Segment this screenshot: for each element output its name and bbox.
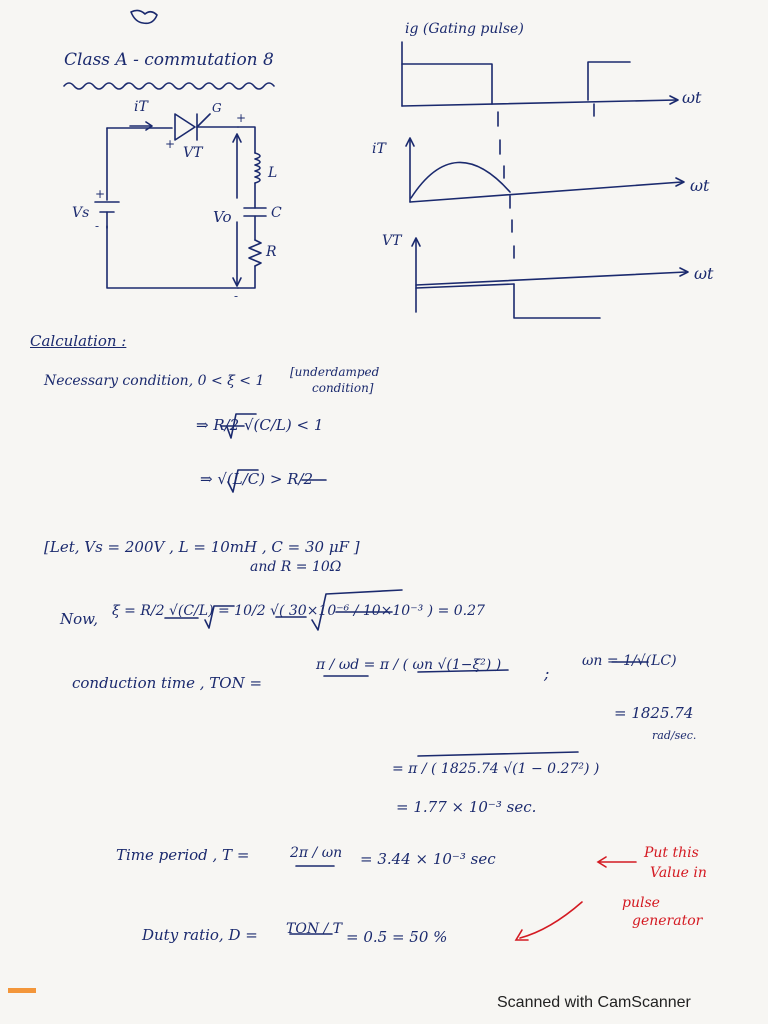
conduction-time-substitution: = π / ( 1825.74 √(1 − 0.27²) ) xyxy=(392,761,600,777)
condition-step-1: ⇒ R/2 √(C/L) < 1 xyxy=(196,416,324,434)
now-label: Now, xyxy=(60,610,98,628)
annotation-arrows xyxy=(516,857,636,940)
waveform-plots xyxy=(402,42,688,318)
duty-ratio-fraction: TON / T xyxy=(286,921,343,937)
circuit-label-gate: G xyxy=(212,101,222,115)
waveform-axis-wt-2: ωt xyxy=(690,176,710,195)
duty-ratio-label: Duty ratio, D = xyxy=(142,926,258,944)
natural-frequency-value: = 1825.74 xyxy=(614,704,694,722)
underdamped-note-1: [underdamped xyxy=(290,365,380,379)
damping-ratio-equation: ξ = R/2 √(C/L) = 10/2 √( 30×10⁻⁶ / 10×10⁻³ ) = 0.27 xyxy=(112,603,485,619)
time-period-label: Time period , T = xyxy=(116,846,250,864)
time-period-result: = 3.44 × 10⁻³ sec xyxy=(360,850,496,868)
circuit-label-L: L xyxy=(268,165,278,181)
given-values: [Let, Vs = 200V , L = 10mH , C = 30 μF ] xyxy=(44,538,360,556)
separator-semicolon: ; xyxy=(544,664,550,683)
circuit-label-plus-left: + xyxy=(165,137,176,151)
annotation-line-1: Put this xyxy=(644,845,699,861)
natural-frequency-equation: ωn = 1/√(LC) xyxy=(582,653,677,669)
calculation-heading: Calculation : xyxy=(30,332,127,350)
scanner-watermark: Scanned with CamScanner xyxy=(497,994,691,1011)
scan-edge-mark xyxy=(8,988,36,993)
necessary-condition: Necessary condition, 0 < ξ < 1 xyxy=(44,373,265,389)
title-underline xyxy=(64,83,274,89)
annotation-line-2: Value in xyxy=(650,865,707,881)
waveform-label-iT: iT xyxy=(372,141,386,157)
annotation-line-3: pulse xyxy=(622,895,660,911)
conduction-time-equation: π / ωd = π / ( ωn √(1−ξ²) ) xyxy=(316,657,502,673)
circuit-label-C: C xyxy=(271,205,282,221)
time-period-fraction: 2π / ωn xyxy=(290,845,343,861)
circuit-label-VT: VT xyxy=(183,145,203,161)
conduction-time-label: conduction time , TON = xyxy=(72,674,263,692)
condition-step-2: ⇒ √(L/C) > R/2 xyxy=(200,470,314,488)
waveform-axis-wt-1: ωt xyxy=(682,88,702,107)
circuit-label-iT: iT xyxy=(134,99,148,115)
waveform-axis-wt-3: ωt xyxy=(694,264,714,283)
conduction-time-result: = 1.77 × 10⁻³ sec. xyxy=(396,798,537,816)
underdamped-note-2: condition] xyxy=(312,381,374,395)
page-title: Class A - commutation 8 xyxy=(64,50,274,70)
waveform-label-ig: ig (Gating pulse) xyxy=(405,21,524,37)
circuit-label-R: R xyxy=(266,244,277,260)
circuit-label-minus-vo: - xyxy=(234,289,239,303)
natural-frequency-unit: rad/sec. xyxy=(652,729,697,742)
circuit-label-plus-top: + xyxy=(236,111,247,125)
circuit-label-plus-vs: + xyxy=(95,187,106,201)
circuit-label-minus-vs: - xyxy=(95,219,100,233)
given-resistance: and R = 10Ω xyxy=(250,559,342,575)
waveform-label-VT: VT xyxy=(382,233,402,249)
duty-ratio-result: = 0.5 = 50 % xyxy=(346,928,448,946)
circuit-label-Vo: Vo xyxy=(213,208,232,226)
annotation-line-4: generator xyxy=(632,913,703,929)
circuit-label-Vs: Vs xyxy=(72,205,90,221)
